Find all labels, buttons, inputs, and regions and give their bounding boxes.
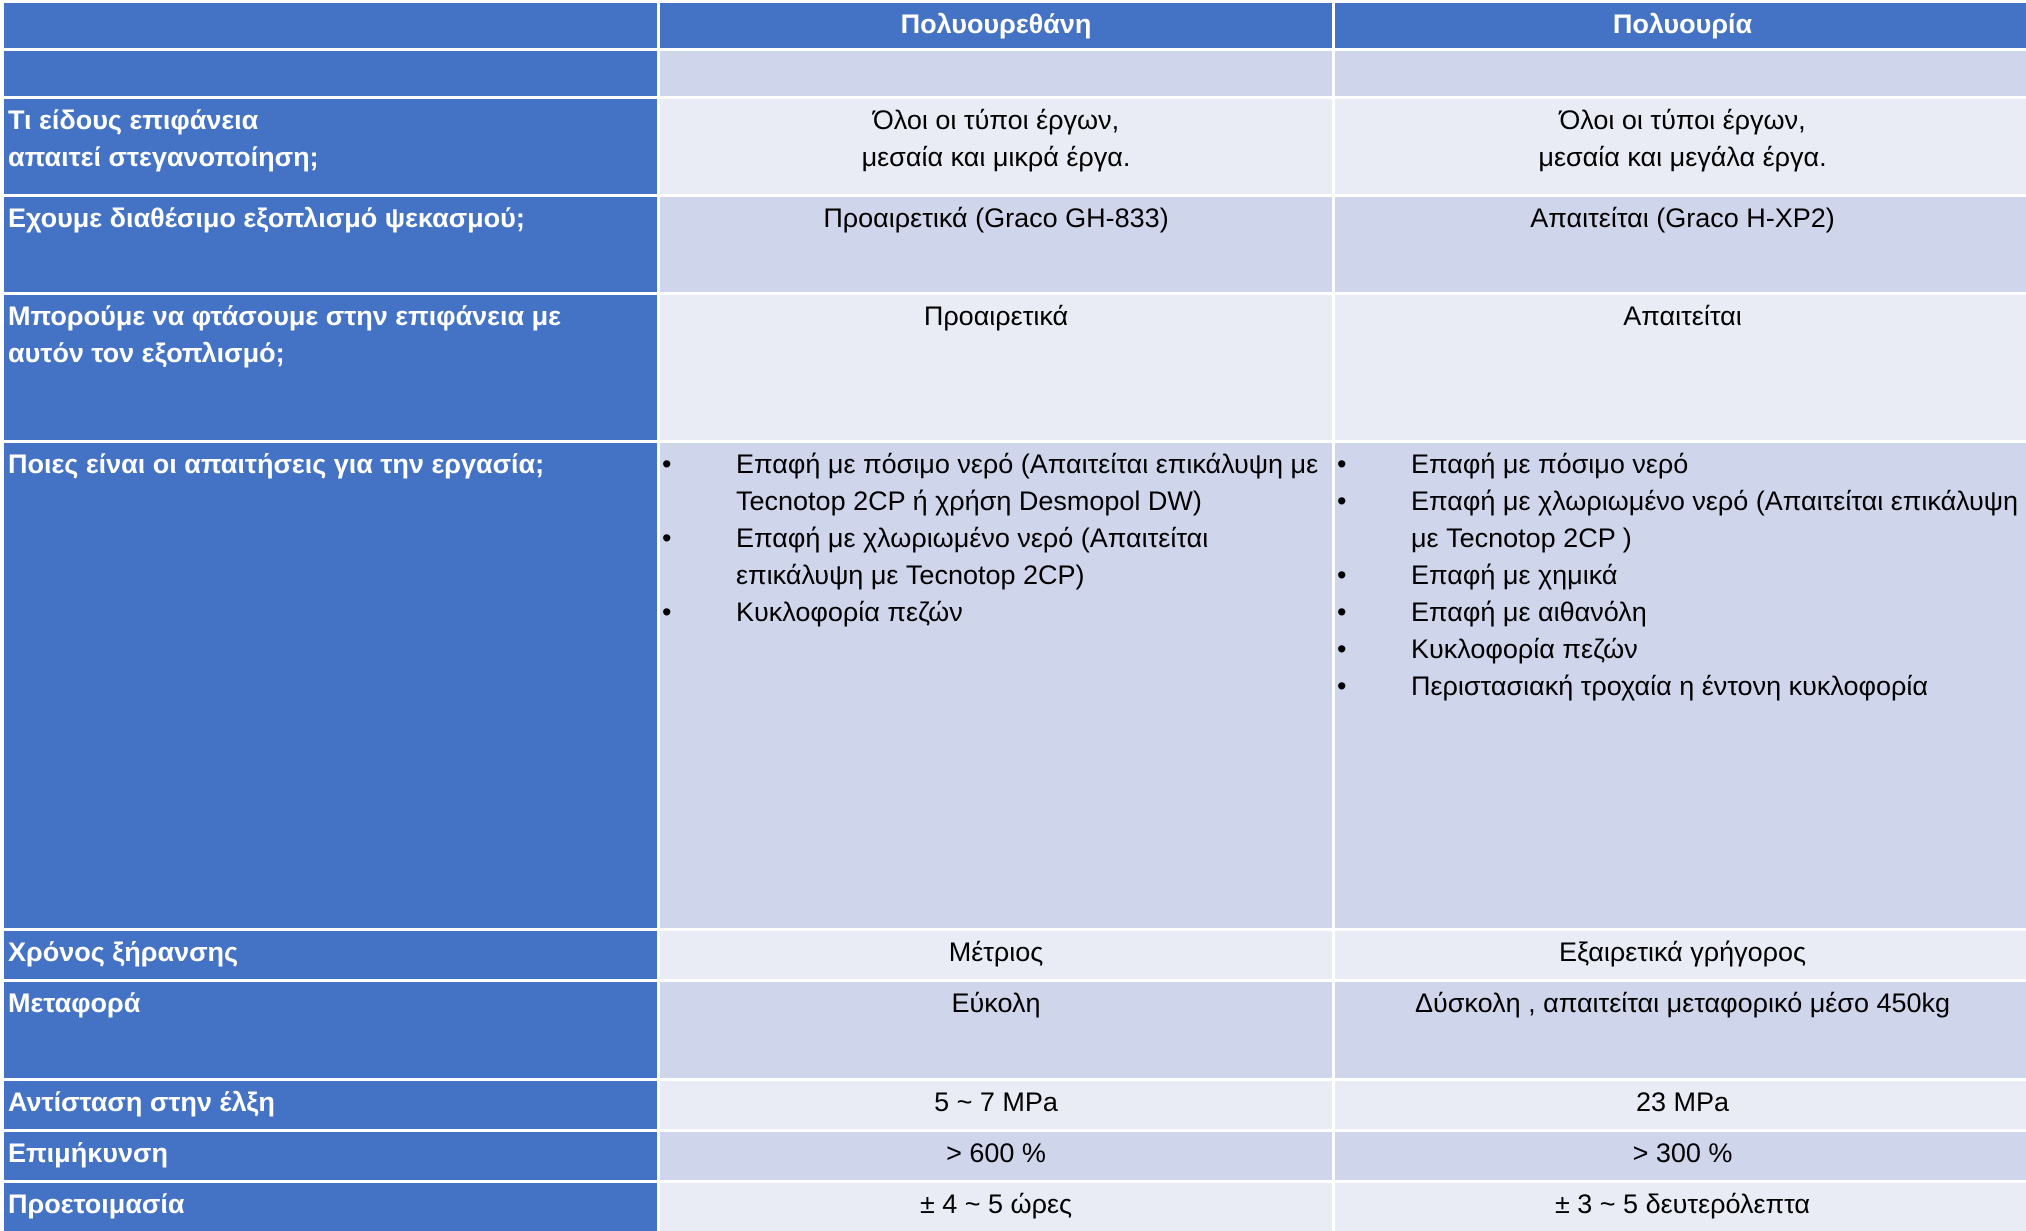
cell-polyurea — [1335, 51, 2026, 96]
list-item: • Κυκλοφορία πεζών — [660, 594, 1322, 631]
polyurea-requirements-list — [1335, 443, 2026, 705]
header-polyurea — [1335, 3, 2026, 48]
row-label — [4, 51, 657, 96]
row-label-preparation: Προετοιμασία — [4, 1183, 657, 1231]
list-item: • Κυκλοφορία πεζών — [1335, 631, 2020, 668]
row-label-transport: Μεταφορά — [4, 982, 657, 1078]
list-item: • Περιστασιακή τροχαία η έντονη κυκλοφορία — [1335, 668, 2020, 705]
header-polyurethane-label: Πολυουρεθάνη — [900, 9, 1092, 39]
header-empty-cell — [4, 3, 657, 48]
cell-polyurea-spray-equipment: Απαιτείται (Graco H-XP2) — [1335, 197, 2026, 292]
cell-polyurethane-spray-equipment: Προαιρετικά (Graco GH-833) — [660, 197, 1332, 292]
cell-polyurethane-surface: Όλοι οι τύποι έργων, μεσαία και μικρά έργα. — [660, 99, 1332, 194]
polyurethane-requirements-list — [660, 443, 1332, 631]
row-label-reach-surface: Μπορούμε να φτάσουμε στην επιφάνεια με αυτόν τον εξοπλισμό; — [4, 295, 657, 440]
header-polyurea-label: Πολυουρία — [1612, 9, 1753, 39]
row-label-elongation: Επιμήκυνση — [4, 1132, 657, 1180]
row-label-tensile-strength: Αντίσταση στην έλξη — [4, 1081, 657, 1129]
cell-polyurethane-requirements — [660, 443, 1332, 928]
cell-polyurea-preparation: ± 3 ~ 5 δευτερόλεπτα — [1335, 1183, 2026, 1231]
cell-polyurea-elongation: > 300 % — [1335, 1132, 2026, 1180]
row-label-drying-time: Χρόνος ξήρανσης — [4, 931, 657, 979]
header-polyurethane — [660, 3, 1332, 48]
cell-polyurea-requirements — [1335, 443, 2026, 928]
list-item: • Επαφή με χλωριωμένο νερό (Απαιτείται επικάλυψη με Tecnotop 2CP ) — [1335, 483, 2020, 557]
cell-polyurethane-drying-time: Μέτριος — [660, 931, 1332, 979]
cell-polyurea-tensile-strength: 23 MPa — [1335, 1081, 2026, 1129]
list-item: • Επαφή με αιθανόλη — [1335, 594, 2020, 631]
cell-polyurethane-transport: Εύκολη — [660, 982, 1332, 1078]
cell-polyurea-transport: Δύσκολη , απαιτείται μεταφορικό μέσο 450kg — [1335, 982, 2026, 1078]
list-item: • Επαφή με πόσιμο νερό (Απαιτείται επικάλυψη με Tecnotop 2CP ή χρήση Desmopol DW) — [660, 446, 1322, 520]
row-label-spray-equipment: Εχουμε διαθέσιμο εξοπλισμό ψεκασμού; — [4, 197, 657, 292]
cell-polyurethane-tensile-strength: 5 ~ 7 MPa — [660, 1081, 1332, 1129]
cell-polyurethane-elongation: > 600 % — [660, 1132, 1332, 1180]
cell-polyurea-drying-time: Εξαιρετικά γρήγορος — [1335, 931, 2026, 979]
cell-polyurethane-reach-surface: Προαιρετικά — [660, 295, 1332, 440]
list-item: • Επαφή με χλωριωμένο νερό (Απαιτείται επικάλυψη με Tecnotop 2CP) — [660, 520, 1322, 594]
list-item: • Επαφή με χημικά — [1335, 557, 2020, 594]
list-item: • Επαφή με πόσιμο νερό — [1335, 446, 2020, 483]
cell-polyurethane-preparation: ± 4 ~ 5 ώρες — [660, 1183, 1332, 1231]
cell-polyurethane — [660, 51, 1332, 96]
cell-polyurea-reach-surface: Απαιτείται — [1335, 295, 2026, 440]
cell-polyurea-surface: Όλοι οι τύποι έργων, μεσαία και μεγάλα έργα. — [1335, 99, 2026, 194]
header-label-col — [4, 3, 657, 6]
row-label-requirements: Ποιες είναι οι απαιτήσεις για την εργασία; — [4, 443, 657, 928]
row-label-surface: Τι είδους επιφάνεια απαιτεί στεγανοποίηση; — [4, 99, 657, 194]
comparison-table — [4, 3, 2024, 1231]
